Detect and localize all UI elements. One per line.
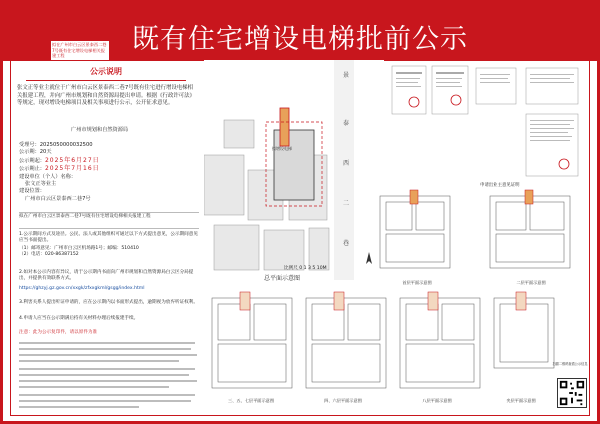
floor-plans-lower <box>210 290 590 400</box>
map-caption: 总平面示意图 <box>264 275 301 282</box>
qr-note: 扫描二维码查看公示信息 <box>552 362 588 366</box>
notice-column <box>11 60 201 414</box>
plan-caption-4: 四、六层平面示意图 <box>324 398 362 403</box>
plan-caption-6: 夹层平面示意图 <box>506 398 536 403</box>
period-to: 公示期止：2025年7月16日 <box>19 165 100 173</box>
road-char: 西 <box>343 160 350 167</box>
meta-block <box>19 142 199 203</box>
location-value: 广州市白云区景泰西二巷7号 <box>25 195 91 202</box>
section-objection: 2.如对本公示内容有异议，请于公示期内书面向广州市规划和自然资源局白云区分局提出，并提供有效联系方式。 <box>19 270 194 281</box>
plan-caption-3: 三、五、七层平面示意图 <box>227 398 275 403</box>
period: 公示期：20天 <box>19 149 52 156</box>
qr-code-icon[interactable] <box>557 378 587 408</box>
site-map <box>204 60 384 280</box>
plan-caption-1: 首层平面示意图 <box>402 280 432 285</box>
scale-bar: 比例尺 0 1 3 5 10M <box>284 266 327 271</box>
road-char: 景 <box>343 72 350 79</box>
road-char: 二 <box>343 200 350 207</box>
section-hearing: 3.利害关系人提出听证申请的，应在公示期内以书面形式提出，逾期视为放弃听证权利。 <box>19 300 198 305</box>
small-print-lines <box>19 340 199 412</box>
notice-org: 广州市规划和自然资源局 <box>71 127 129 133</box>
section-method: 1.公示期间方式及途径。公民、法人或其他组织可通过以下方式提出意见，公示期间意见应当书面提出。 <box>19 232 198 243</box>
site-label: 拟增设电梯 <box>272 146 292 151</box>
section-followup: 4.申请人应当在公示期满后持有关材料办理后续报建手续。 <box>19 316 139 321</box>
consent-caption: 申请出业主意见证明 <box>480 183 520 188</box>
receipt-number: 受理号：2025050000032500 <box>19 142 93 148</box>
road-char: 巷 <box>343 240 350 247</box>
applicant-label: 建设单位（个人）名称： <box>19 173 77 180</box>
section-contact: （1）邮寄意见：广州市白云区机场路1号；邮编：510410 （2）电话：020-86387152 <box>19 246 139 257</box>
divider <box>19 228 199 229</box>
location-label: 建设位置： <box>19 188 45 195</box>
road-char: 泰 <box>343 120 350 127</box>
plan-caption-2: 二层平面示意图 <box>516 280 546 285</box>
section-project: 拟在广州市白云区景泰西二巷7号既有住宅增设电梯相关报建工程 <box>19 214 151 219</box>
map-note: 拟在广州市白云区景泰西二巷7号既有住宅增设电梯相关报建工程 <box>50 40 110 61</box>
website-link[interactable]: https://ghzyj.gz.gov.cn/xxgk/zfxxgkml/gsgg/index.html <box>19 286 145 291</box>
applicant-value: 张文正等业主 <box>25 181 57 188</box>
notice-body: 张文正等业主就位于广州市白云区景泰西二巷7号既有住宅进行增设电梯相关报建工程，并向广州市规划和自然资源局提出申请。根据《行政许可法》等规定，现对增设电梯项目及相关事项进行公示，公开征求意见。 <box>17 85 195 107</box>
period-from: 公示期起：2025年6月27日 <box>19 156 100 164</box>
copy-warning: 注意：此为公示复印件，请以原件为准 <box>19 330 98 335</box>
divider <box>19 212 199 213</box>
page-title: 既有住宅增设电梯批前公示 <box>132 24 468 55</box>
notice-heading: 公示说明 <box>11 68 201 75</box>
plan-caption-5: 八层平面示意图 <box>422 398 452 403</box>
